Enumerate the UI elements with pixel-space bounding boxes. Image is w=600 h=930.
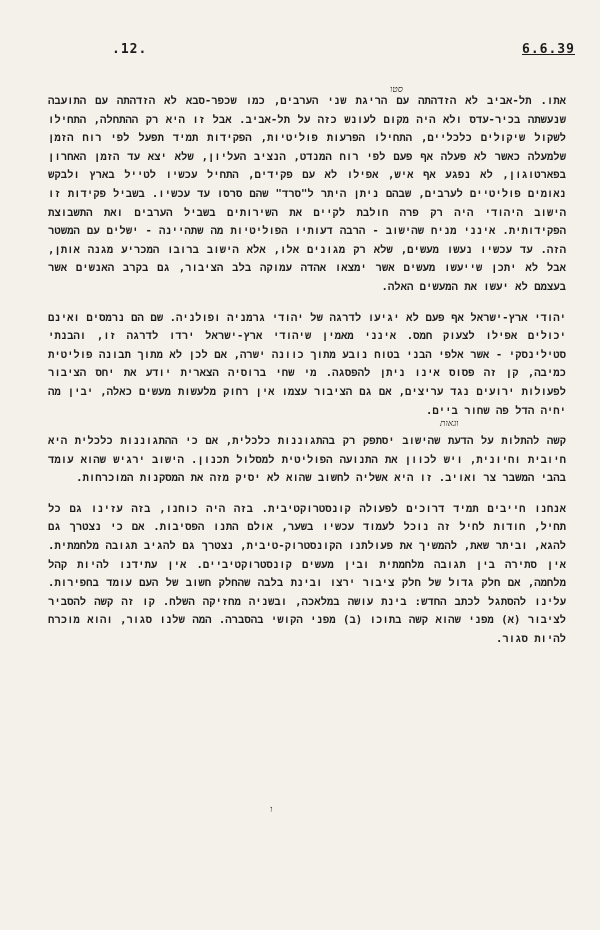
document-date: 6.6.39	[522, 42, 575, 57]
paragraph: קשה להתלות על הדעת שהישוב יסתפק רק בהתגוננות כלכלית, אם כי ההתגוננות כלכלית היא חיובית וחיונית, ויש לכוון את התנועה הפוליטית למסלול תכנון. הישוב ירגיש שהוא עומד בהבי המשבר צר ואויב. זו היא אשליה לחשוב שהוא לא יסיק מזה את המסקנות המוכרחות.	[48, 435, 566, 485]
document-body	[48, 92, 566, 649]
paragraph: אתו. תל-אביב לא הזדהתה עם הריגת שני הערבים, כמו שכפר-סבא לא הזדהתה עם התועבה שנעשתה בכיר-עדס ולא היה מקום לעונש כזה על תל-אביב. אבל זו היא רק ההתחלה, התחילו לשקול שיקולים כלכליים, התחילו הפרעות פוליטיות, הפקידות תמיד תפעל לפי רוח הזמן שלמעלה כאשר לא פעלה אף פעם לפי רוח המנדט, הנציב העליון, שלא יצא עד הזמן האחרון בפארטוגון, לא נפגע אף איש, אפילו לא עם פקידים, התחיל עכשיו לטייל בארץ ולבקש נאומים פוליטיים לערבים, שבהם ניתן היתר ל"סרד" שהם סרסו עד עכשיו. בשביל פקידות זו הישוב היהודי היה רק פרה חולבת לקיים את השירותים בשביל הערבים ואת התשבוצת הפקידותית. אינני מניח שהישוב - הרבה דעותיו הפוליטיות מה שתהיינה - ישלים עם המשטר הזה. עד עכשיו נעשו מעשים, שלא רק מגונים אלו, אלא הישוב ברובו המכריע מגנה אותן, אבל לא יתכן שייעשו מעשים אשר ימצאו אהדה עמוקה בלב הציבור, גם בקרב האנשים אשר בעצמם לא יעשו את המעשים האלה.	[48, 95, 566, 293]
page-number: .12.	[112, 42, 148, 57]
handwritten-annotation: סטו	[390, 85, 403, 95]
handwritten-annotation: וגאות	[440, 419, 459, 429]
handwritten-annotation: ו	[270, 805, 273, 815]
paragraph: אנחנו חייבים תמיד דרוכים לפעולה קונסטרוקטיבית. בזה היה כוחנו, בזה עזינו גם כל תחיל, חודות לחיל זה נוכל לעמוד עכשיו בשער, אולם התנו הפסיבות. אם כי נצטרך גם להגא, וביתר שאת, להמשיך את פעולתנו הקונסטרוק-טיבית, נצטרך גם להגיב תגובה מלחמתית. אין סתירה בין תגובה מלחמתית ובין מעשים קונסטרוקטיביים. אין עתידנו להיות קהל מלחמה, אם חלק גדול של חלק ציבור ירצו ובינת בלבה שהחלק חשוב של העם עומד בחפירות. עלינו להסתגל לכתב החדש: בינת עושה במלאכה, ובשניה מחזיקה השלח. קו זה קשה להסביר לציבור (א) מפני שהוא קשה בתוכו (ב) מפני הקושי בהסברה. המה שלנו סגור, והוא מוכרח להיות סגור.	[48, 502, 566, 646]
paragraph: יהודי ארץ-ישראל אף פעם לא יגיעו לדרגה של יהודי גרמניה ופולניה. שם הם נרמסים ואינם יכולים אפילו לצעוק חמס. אינני מאמין שיהודי ארץ-ישראל ירדו לדרגה זו, והבנתי סטילינסקי - אשר אלפי הבני בטוח נובע מתוך כוונה ישרה, אם לכן לא מתוך תבונה פוליטית כמיבה, קן זה פסוס אינו ניתן להפסגה. מי שחי ברוסיה הצארית יודע את יחס הציבור לפעולות ירועים נגד עריצים, אם גם הציבור עצמו אין רחוק מלעשות מעשים כאלה, יבין מה יחיה הדל פה שחור ביים.	[48, 311, 566, 417]
